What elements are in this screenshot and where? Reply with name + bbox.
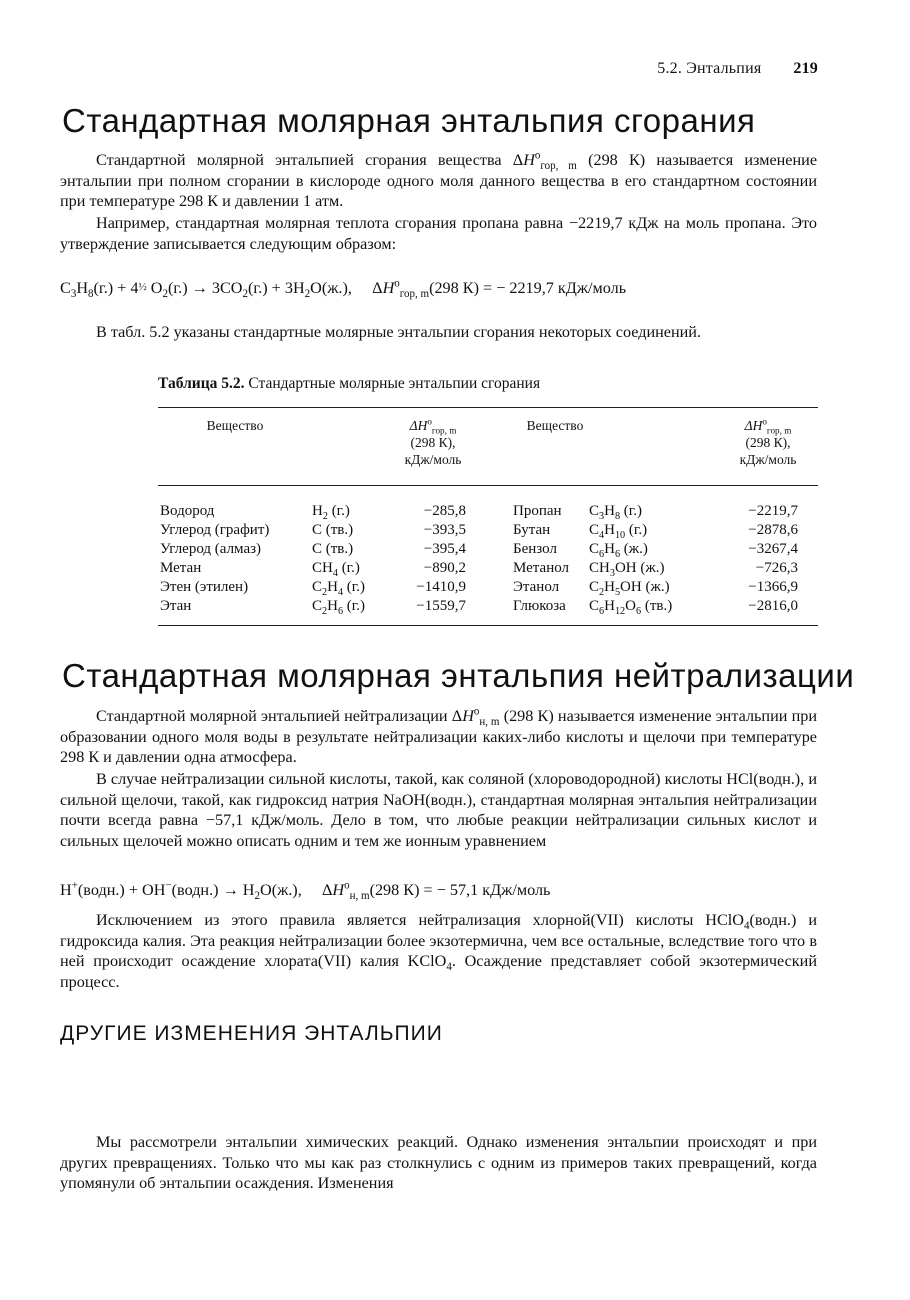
table-cell-formula: $C_2H_5OH$ (ж.) [589, 579, 670, 598]
paragraph-propane-example: Например, стандартная молярная теплота сгорания пропана равна −2219,7 кДж на моль пропана. Это утверждение записывается следующим образом: [60, 214, 817, 253]
table-cell-value: −726,3 [755, 560, 798, 576]
table-cell-formula: $H_2$ (г.) [312, 503, 350, 522]
table-header-substance-right: Вещество [526, 418, 584, 433]
section-title-combustion: Стандартная молярная энтальпия сгорания [62, 102, 756, 139]
table-cell-value: −2878,6 [748, 522, 798, 538]
table-cell-value: −2816,0 [748, 598, 798, 614]
table-cell-value: −2219,7 [748, 503, 798, 519]
table-cell-value: −1410,9 [416, 579, 466, 595]
paragraph-table-reference: В табл. 5.2 указаны стандартные молярные энтальпии сгорания некоторых соединений. [96, 323, 701, 341]
equation-propane-combustion: $C_3H_8(г.)$ + 4½ $O_2(г.) \to 3CO_2(г.) + 3H_2O(ж.)$, $\Delta H^o_{гор, m}(298$ К) = − 2219,7 кДж/моль [60, 277, 627, 301]
table-header-dh-left: $\Delta H^o_{гор, m}$ (298 К), кДж/моль [404, 416, 462, 467]
section-title-other-changes: ДРУГИЕ ИЗМЕНЕНИЯ ЭНТАЛЬПИИ [60, 1022, 443, 1045]
text-fragment: Стандартной молярной энтальпией сгорания вещества [96, 151, 513, 169]
equation-rhs: (298 К) = − 2219,7 кДж/моль [429, 279, 627, 297]
table-cell-value: −1559,7 [416, 598, 466, 614]
table-cell-name: Углерод (графит) [160, 522, 270, 538]
table-cell-value: −1366,9 [748, 579, 798, 595]
table-cell-name: Водород [160, 503, 215, 519]
table-caption [158, 375, 540, 393]
table-cell-value: −3267,4 [748, 541, 798, 557]
table-cell-name: Углерод (алмаз) [160, 541, 262, 557]
table-cell-formula: $C_2H_6$ (г.) [312, 598, 365, 617]
table-cell-value: −890,2 [423, 560, 466, 576]
table-cell-value: −393,5 [423, 522, 466, 538]
equation-ionic-neutralization: H+(водн.) + OH−(водн.) → $H_2O(ж.)$, $\Delta H^o_{н, m}(298$ К) = − 57,1 кДж/моль [60, 879, 551, 903]
formula-dh-neut: $\Delta H^o_{н, m}$ [451, 705, 500, 729]
table-cell-name: Метанол [513, 560, 570, 576]
table-cell-formula: $C_6H_{12}O_6$ (тв.) [589, 598, 673, 617]
table-cell-formula: $C_3H_8$ (г.) [589, 503, 642, 522]
table-cell-name: Этен (этилен) [160, 579, 249, 595]
table-cell-formula: $C_2H_4$ (г.) [312, 579, 365, 598]
table-cell-formula: C (тв.) [312, 541, 354, 557]
table-cell-value: −395,4 [423, 541, 466, 557]
table-cell-formula: $C_4H_{10}$ (г.) [589, 522, 648, 541]
table-cell-name: Метан [160, 560, 202, 576]
page-number: 219 [793, 60, 818, 77]
table-cell-name: Бензол [513, 541, 557, 557]
table-cell-name: Этан [160, 598, 192, 614]
table-header-rule [158, 485, 818, 486]
table-caption-text: Стандартные молярные энтальпии сгорания [244, 375, 541, 392]
running-head-section: 5.2. Энтальпия [657, 60, 762, 77]
equation-rhs: (298 К) = − 57,1 кДж/моль [369, 881, 551, 899]
section-title-neutralization: Стандартная молярная энтальпия нейтрализации [62, 657, 855, 694]
running-head [657, 60, 818, 78]
table-cell-name: Этанол [513, 579, 560, 595]
paragraph-other-changes: Мы рассмотрели энтальпии химических реакций. Однако изменения энтальпии происходят и при других превращениях. Только что мы как раз столкнулись с одним из примеров таких превращений, когда упомянули об энтальпии осаждения. Изменения [60, 1133, 817, 1193]
table-cell-value: −285,8 [423, 503, 466, 519]
table-caption-label: Таблица 5.2. [158, 375, 245, 392]
formula-dh-comb: $\Delta H^o_{гор, m}$ [512, 149, 577, 173]
paragraph-exception: Исключением из этого правила является нейтрализация хлорной(VII) кислоты HClO$_4$(водн.) и гидроксида калия. Эта реакция нейтрализации более экзотермична, чем все остальные, вследствие того что в ней происходит осаждение хлората(VII) калия KClO$_4$. Осаждение представляет собой экзотермический процесс. [60, 911, 817, 991]
table-cell-name: Бутан [513, 522, 551, 538]
table-top-rule [158, 407, 818, 408]
table-header-dh-right: $\Delta H^o_{гор, m}$ (298 К), кДж/моль [739, 416, 797, 467]
table-cell-formula: $CH_3OH$ (ж.) [589, 560, 665, 579]
text-fragment: (298 К) называется изменение энтальпии при полном сгорании в кислороде одного моля данного вещества в его стандартном состоянии при температуре 298 К и давлении 1 атм. [60, 151, 818, 211]
paragraph-strong-acid-base: В случае нейтрализации сильной кислоты, такой, как соляной (хлороводородной) кислоты HCl(водн.), и сильной щелочи, такой, как гидроксид натрия NaOH(водн.), стандартная молярная энтальпия нейтрализации почти всегда равна −57,1 кДж/моль. Дело в том, что любые реакции нейтрализации сильных кислот и сильных щелочей можно описать одним и тем же ионным уравнением [60, 770, 817, 850]
table-header-substance-left: Вещество [206, 418, 264, 433]
table-header-units: (298 К), [745, 435, 791, 450]
text-fragment: . Осаждение представляет собой экзотермический процесс. [60, 952, 817, 991]
table-cell-name: Пропан [513, 503, 562, 519]
table-cell-formula: $CH_4$ (г.) [312, 560, 360, 579]
table-header-units: кДж/моль [739, 452, 797, 467]
table-header-units: кДж/моль [404, 452, 462, 467]
text-fragment: Стандартной молярной энтальпией нейтрализации [96, 707, 452, 725]
table-cell-formula: C (тв.) [312, 522, 354, 538]
text-fragment: (298 К) называется изменение энтальпии при образовании одного моля воды в результате нейтрализации каких-либо кислоты и щелочи при температуре 298 К и давлении одна атмосфера. [60, 707, 818, 767]
text-fragment: (водн.) и гидроксида калия. Эта реакция нейтрализации более экзотермична, чем все остальные, вследствие того что в ней происходит осаждение хлората(VII) калия KClO [60, 911, 817, 971]
paragraph-neutralization-definition [60, 706, 817, 768]
table-header-units: (298 К), [410, 435, 456, 450]
table-cell-formula: $C_6H_6$ (ж.) [589, 541, 648, 560]
paragraph-combustion-definition [60, 150, 817, 212]
table-cell-name: Глюкоза [513, 598, 566, 614]
text-fragment: Исключением из этого правила является нейтрализация хлорной(VII) кислоты HClO [96, 911, 744, 929]
table-bottom-rule [158, 625, 818, 626]
